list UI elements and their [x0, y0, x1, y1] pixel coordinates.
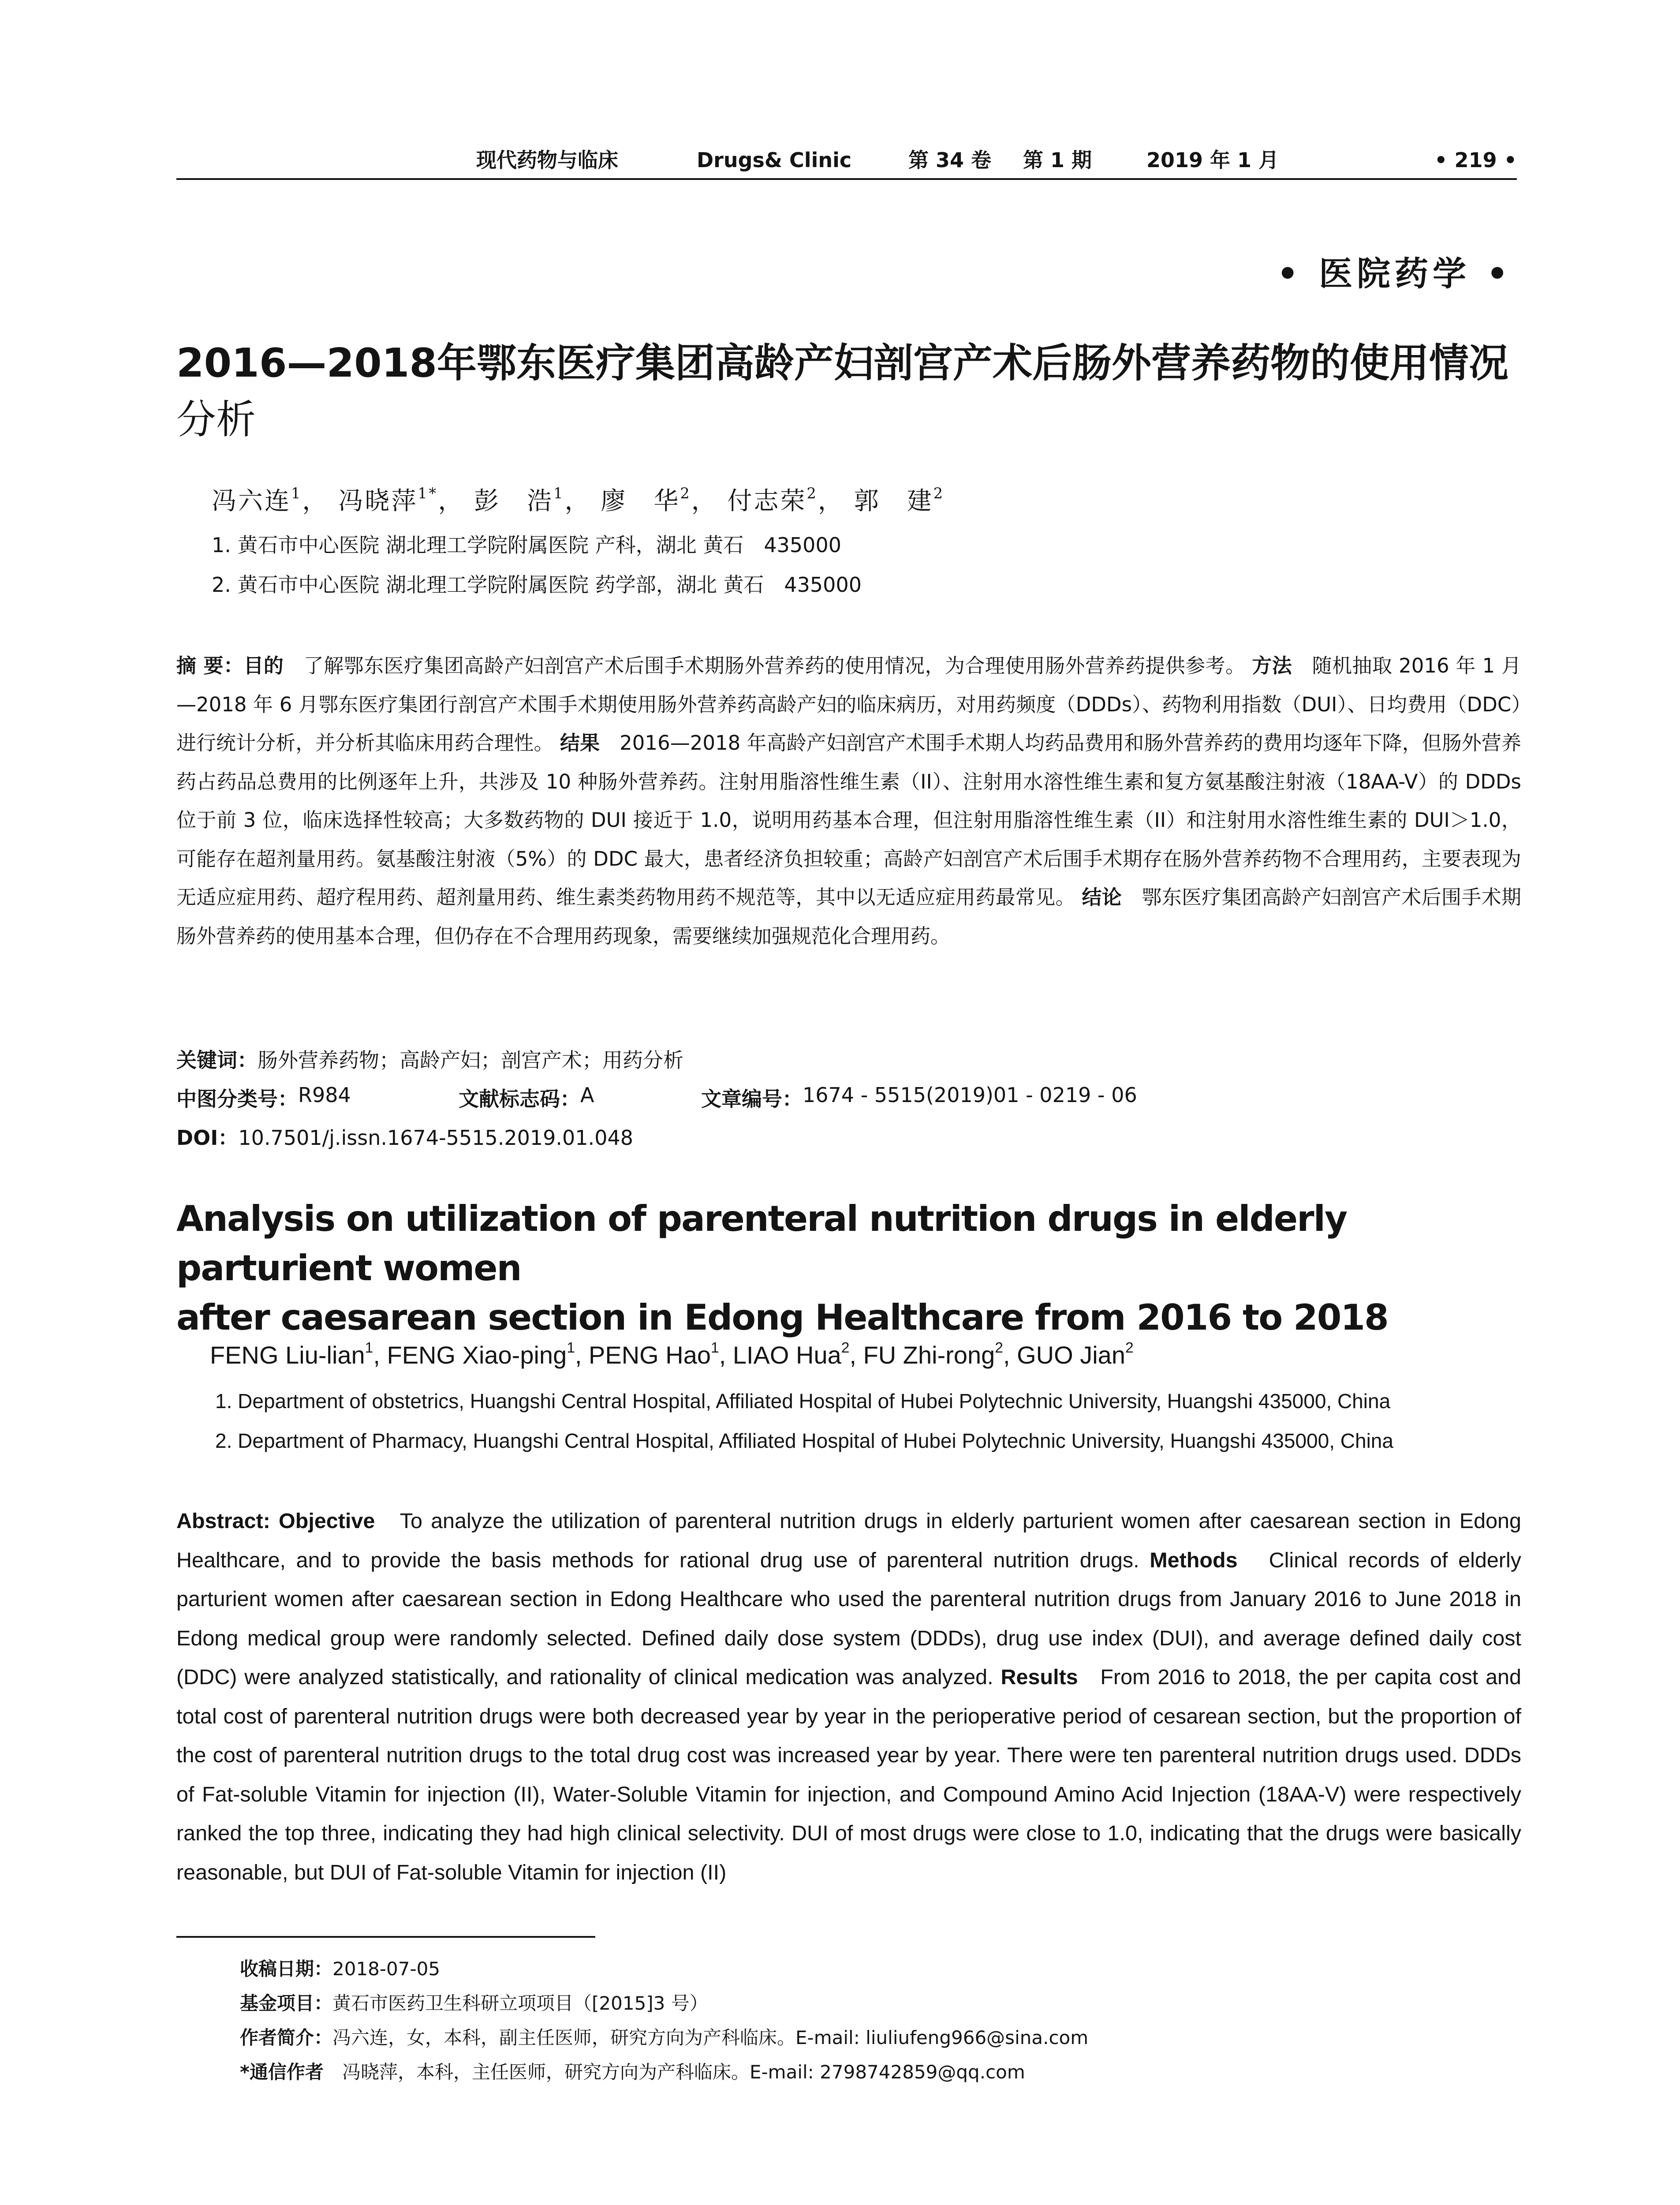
footnote-corresponding [240, 2058, 1025, 2084]
author-sup: 2 [841, 1339, 850, 1356]
doi [176, 1122, 633, 1151]
classification-line [176, 1083, 1411, 1110]
author-sup: 1 [567, 1339, 575, 1356]
author-en: PENG Hao [589, 1341, 711, 1369]
column-tag: • 医院药学 • [1277, 254, 1512, 293]
bio-text: 冯六连，女，本科，副主任医师，研究方向为产科临床。E-mail: liuliufeng966@sina.com [332, 2027, 1089, 2048]
footnote-received [240, 1955, 440, 1981]
author-sup: 2 [995, 1339, 1003, 1356]
keywords [176, 1044, 683, 1073]
article-value: 1674 - 5515(2019)01 - 0219 - 06 [803, 1083, 1137, 1107]
received-date: 2018-07-05 [332, 1958, 441, 1980]
authors-cn: 冯六连$^1$， 冯晓萍$^{1*}$， 彭 浩$^1$， 廖 华$^2$， 付志荣$^2$， 郭 建$^2$ [212, 484, 945, 516]
methods-label: 方法 [1252, 654, 1292, 677]
author-cn: 冯六连 [212, 487, 291, 516]
author-cn: 郭 建 [854, 487, 933, 516]
results-en-text: From 2016 to 2018, the per capita cost and total cost of parenteral nutrition drugs were both decreased year by year in the perioperative period of cesarean section, but the proportion of the cost of parenteral nutrition drugs to the total drug cost was increased year by year. There were ten parenteral nutrition drugs used. DDDs of Fat-soluble Vitamin for injection (II), Water-Soluble Vitamin for injection, and Compound Amino Acid Injection (18AA-V) were respectively ranked the top three, indicating they had high clinical selectivity. DUI of most drugs were close to 1.0, indicating that the drugs were basically reasonable, but DUI of Fat-soluble Vitamin for injection (II) [176, 1665, 1521, 1884]
abstract-en [176, 1502, 1521, 1892]
clc-label: 中图分类号： [176, 1087, 298, 1111]
author-en: LIAO Hua [732, 1341, 841, 1369]
author-sup: 1* [418, 484, 438, 502]
objective-en-text: To analyze the utilization of parenteral nutrition drugs in elderly parturient women after caesarean section in Edong Healthcare, and to provide the basis methods for rational drug use of parenteral nutrition drugs. [176, 1509, 1521, 1572]
affiliation-en-1: 1. Department of obstetrics, Huangshi Central Hospital, Affiliated Hospital of Hubei Polytechnic University, Huangshi 435000, China [215, 1390, 1391, 1413]
objective-text: 了解鄂东医疗集团高龄产妇剖宫产术后围手术期肠外营养药的使用情况，为合理使用肠外营养药提供参考。 [303, 654, 1246, 677]
conclusion-label: 结论 [1082, 886, 1122, 909]
article-number [701, 1083, 1137, 1112]
header-rule [176, 178, 1517, 180]
keywords-text: 肠外营养药物；高龄产妇；剖宫产术；用药分析 [258, 1048, 683, 1072]
footnote-fund [240, 1989, 708, 2015]
article-label: 文章编号： [701, 1087, 803, 1111]
running-header [176, 140, 1517, 180]
clc-code [176, 1083, 351, 1112]
title-en [176, 1194, 1521, 1342]
author-cn: 付志荣 [727, 487, 807, 516]
results-text: 2016—2018 年高龄产妇剖宫产术围手术期人均药品费用和肠外营养药的费用均逐年下降，但肠外营养药占药品总费用的比例逐年上升，共涉及 10 种肠外营养药。注射用脂溶性维生素（II）、注射用水溶性维生素和复方氨基酸注射液（18AA-V）的 DDDs 位于前 3 位，临床选择性较高；大多数药物的 DUI 接近于 1.0，说明用药基本合理，但注射用脂溶性维生素（II）和注射用水溶性维生素的 DUI＞1.0，可能存在超剂量用药。氨基酸注射液（5%）的 DDC 最大，患者经济负担较重；高龄产妇剖宫产术后围手术期存在肠外营养药物不合理用药，主要表现为无适应症用药、超疗程用药、超剂量用药、维生素类药物用药不规范等，其中以无适应症用药最常见。 [176, 731, 1521, 909]
affiliation-cn-1: 1. 黄石市中心医院 湖北理工学院附属医院 产科，湖北 黄石 435000 [212, 533, 841, 557]
author-cn: 冯晓萍 [338, 487, 418, 516]
doi-link[interactable]: 10.7501/j.issn.1674-5515.2019.01.048 [238, 1126, 634, 1150]
doi-label: DOI： [176, 1126, 239, 1150]
author-en: GUO Jian [1017, 1341, 1125, 1369]
author-en: FENG Xiao-ping [387, 1341, 567, 1369]
author-cn: 彭 浩 [474, 487, 554, 516]
issue-date: 2019 年 1 月 [1146, 148, 1279, 172]
page-number: • 219 • [1434, 148, 1517, 172]
volume: 第 34 卷 [908, 148, 992, 172]
methods-text: 随机抽取 2016 年 1 月—2018 年 6 月鄂东医疗集团行剖宫产术围手术期使用肠外营养药高龄产妇的临床病历，对用药频度（DDDs）、药物利用指数（DUI）、日均费用（DDC）进行统计分析，并分析其临床用药合理性。 [176, 654, 1521, 755]
keywords-label: 关键词： [176, 1048, 258, 1072]
author-cn: 廖 华 [601, 487, 680, 516]
fund-text: 黄石市医药卫生科研立项项目（[2015]3 号） [332, 1992, 708, 2014]
document-code [459, 1083, 594, 1112]
doc-value: A [580, 1083, 594, 1107]
author-sup: 2 [1125, 1339, 1134, 1356]
corr-label: *通信作者 [240, 2061, 324, 2083]
methods-en-text: Clinical records of elderly parturient women after caesarean section in Edong Healthcare who used the parenteral nutrition drugs from January 2016 to June 2018 in Edong medical group were randomly selected. Defined daily dose system (DDDs), drug use index (DUI), and average defined daily cost (DDC) were analyzed statistically, and rationality of clinical medication was analyzed. [176, 1548, 1521, 1689]
author-sup: 2 [933, 484, 945, 502]
affiliation-cn-2: 2. 黄石市中心医院 湖北理工学院附属医院 药学部，湖北 黄石 435000 [212, 573, 862, 597]
abstract-en-label: Abstract: [176, 1509, 270, 1533]
objective-en-label: Objective [279, 1509, 375, 1533]
author-sup: 1 [291, 484, 302, 502]
received-label: 收稿日期： [240, 1958, 333, 1980]
doc-label: 文献标志码： [459, 1087, 580, 1111]
author-en: FENG Liu-lian [210, 1341, 365, 1369]
results-en-label: Results [1001, 1665, 1078, 1689]
abstract-cn [176, 647, 1521, 955]
journal-name-en: Drugs& Clinic [697, 148, 852, 172]
title-en-line1: Analysis on utilization of parenteral nutrition drugs in elderly parturient women [176, 1198, 1347, 1289]
bio-label: 作者简介： [240, 2027, 333, 2048]
author-sup: 2 [806, 484, 818, 502]
author-sup: 1 [553, 484, 565, 502]
footnote-bio [240, 2023, 1088, 2050]
conclusion-text: 鄂东医疗集团高龄产妇剖宫产术后围手术期肠外营养药的使用基本合理，但仍存在不合理用药现象，需要继续加强规范化合理用药。 [176, 886, 1521, 948]
title-cn-line2: 分析 [176, 396, 256, 443]
author-sup: 1 [711, 1339, 719, 1356]
abstract-label: 摘 要： [176, 654, 244, 677]
author-en: FU Zhi-rong [863, 1341, 995, 1369]
title-en-line2: after caesarean section in Edong Healthcare from 2016 to 2018 [176, 1297, 1388, 1338]
title-cn-line1: 2016—2018年鄂东医疗集团高龄产妇剖宫产术后肠外营养药物的使用情况 [176, 340, 1508, 386]
author-sup: 2 [680, 484, 691, 502]
fund-label: 基金项目： [240, 1992, 333, 2014]
corr-text: 冯晓萍，本科，主任医师，研究方向为产科临床。E-mail: 2798742859@qq.com [342, 2061, 1025, 2083]
results-label: 结果 [560, 731, 600, 755]
objective-label: 目的 [243, 654, 284, 677]
affiliation-en-2: 2. Department of Pharmacy, Huangshi Central Hospital, Affiliated Hospital of Hubei Polytechnic University, Huangshi 435000, China [215, 1429, 1393, 1452]
footnote-rule [176, 1936, 595, 1938]
author-sup: 1 [365, 1339, 373, 1356]
authors-en: FENG Liu-lian$^1$, FENG Xiao-ping$^1$, PENG Hao$^1$, LIAO Hua$^2$, FU Zhi-rong$^2$, GUO Jian$^2$ [210, 1339, 1134, 1369]
clc-value: R984 [298, 1083, 351, 1107]
issue: 第 1 期 [1023, 148, 1092, 172]
methods-en-label: Methods [1150, 1548, 1238, 1572]
journal-name-cn: 现代药物与临床 [476, 148, 618, 172]
title-cn [176, 335, 1526, 448]
